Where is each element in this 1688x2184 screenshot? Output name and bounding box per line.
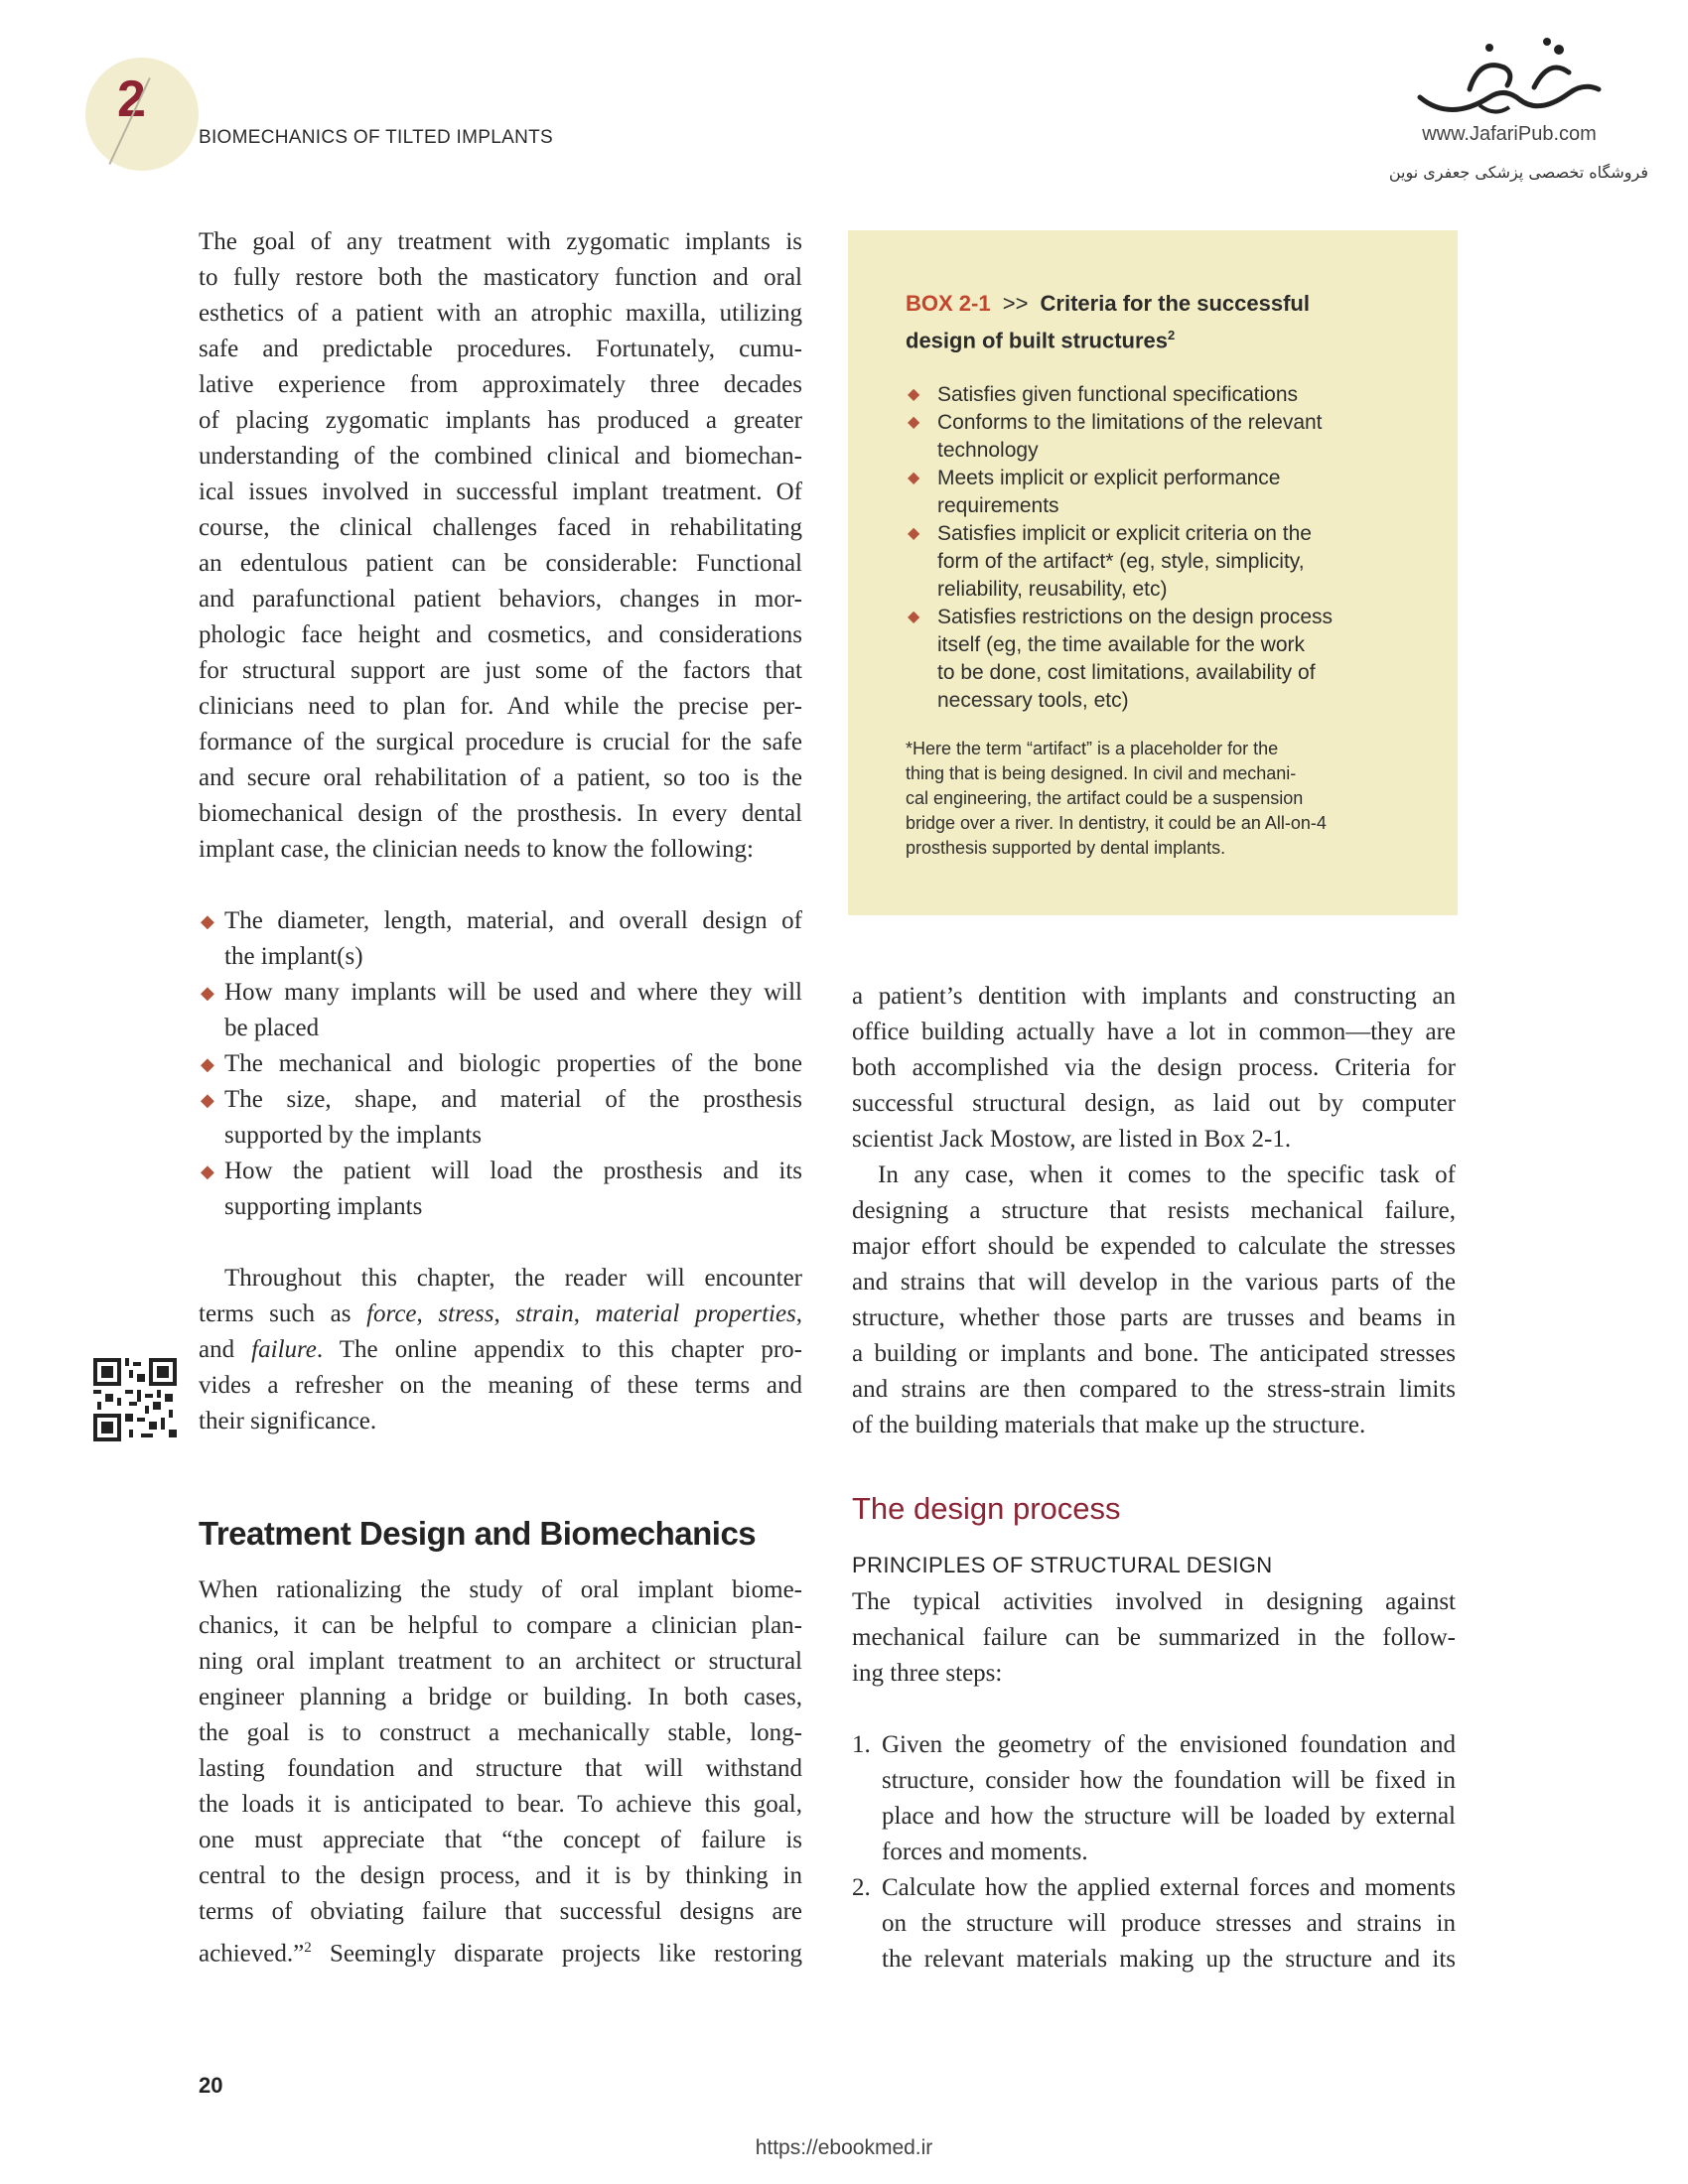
- text-line: both accomplished via the design process. Criteria for: [852, 1054, 1456, 1081]
- footer-url[interactable]: https://ebookmed.ir: [755, 2136, 933, 2159]
- text-line: chanics, it can be helpful to compare a clinician plan-: [199, 1612, 802, 1639]
- intro-paragraph: [199, 224, 802, 868]
- subheading-design-process: The design process: [852, 1491, 1121, 1526]
- list-item: ◆ How many implants will be used and where they will be placed: [199, 975, 802, 1046]
- list-item: 2. Calculate how the applied external forces and moments on the structure will produce stresses and strains in the relevant materials making up the structure and its: [852, 1874, 1456, 1973]
- running-head: BIOMECHANICS OF TILTED IMPLANTS: [199, 127, 553, 148]
- caps-heading: PRINCIPLES OF STRUCTURAL DESIGN: [852, 1553, 1273, 1577]
- bullet-icon: ◆: [201, 911, 214, 931]
- text-line: to fully restore both the masticatory function and oral: [199, 264, 802, 291]
- text-line: course, the clinical challenges faced in rehabilitating: [199, 514, 802, 541]
- chapter-number: 2: [117, 70, 146, 128]
- text-line: understanding of the combined clinical and biomechan-: [199, 443, 802, 470]
- text-line: achieved.”$^2$ Seemingly disparate projects like restoring: [199, 1940, 802, 1968]
- list-item: ◆ How the patient will load the prosthesis and its supporting implants: [199, 1154, 802, 1225]
- text-line: major effort should be expended to calculate the stresses: [852, 1233, 1456, 1260]
- citation: 2: [304, 1940, 312, 1956]
- text-line: a patient’s dentition with implants and constructing an: [852, 983, 1456, 1010]
- text-line: biomechanical design of the prosthesis. In every dental: [199, 800, 802, 827]
- text-line: The goal of any treatment with zygomatic implants is: [199, 228, 802, 255]
- text-line: ning oral implant treatment to an architect or structural: [199, 1648, 802, 1675]
- text-line: of the building materials that make up the structure.: [852, 1412, 1366, 1438]
- text-line: the loads it is anticipated to bear. To achieve this goal,: [199, 1791, 802, 1818]
- text-line: of placing zygomatic implants has produced a greater: [199, 407, 802, 434]
- text-line: office building actually have a lot in common—they are: [852, 1019, 1456, 1045]
- bullet-icon: ◆: [201, 1090, 214, 1110]
- text-line: In any case, when it comes to the specific task of: [878, 1161, 1456, 1188]
- continuation-paragraph: [852, 979, 1456, 1443]
- text-line: structure, whether those parts are trusses and beams in: [852, 1304, 1456, 1331]
- text-line: central to the design process, and it is by thinking in: [199, 1862, 802, 1889]
- bullet-icon: ◆: [908, 470, 920, 486]
- bullet-icon: ◆: [201, 1161, 214, 1181]
- text-line: scientist Jack Mostow, are listed in Box 2-1.: [852, 1126, 1292, 1153]
- bullet-icon: ◆: [201, 983, 214, 1003]
- text-line: designing a structure that resists mechanical failure,: [852, 1197, 1456, 1224]
- list-item: ◆ Satisfies implicit or explicit criteria on the form of the artifact* (eg, style, simplicity, reliability, reusability, etc): [908, 522, 1312, 601]
- text-line: ing three steps:: [852, 1660, 1003, 1687]
- list-item: ◆ Conforms to the limitations of the relevant technology: [908, 411, 1323, 462]
- text-line: clinicians need to plan for. And while the precise per-: [199, 693, 802, 720]
- section-heading: Treatment Design and Biomechanics: [199, 1515, 757, 1552]
- bullet-icon: ◆: [201, 1054, 214, 1074]
- online-appendix-paragraph: Throughout this chapter, the reader will encounter terms such as force, stress, strain, material properties, and failure. The online appendix to this chapter pro- vides a refresher on the meaning of these terms and their significance.: [199, 1265, 803, 1434]
- text-line: terms of obviating failure that successful designs are: [199, 1898, 802, 1925]
- double-arrow-icon: >>: [1002, 291, 1029, 316]
- text-line: and secure oral rehabilitation of a patient, so too is the: [199, 764, 802, 791]
- text-line: implant case, the clinician needs to know the following:: [199, 836, 754, 863]
- qr-code[interactable]: [93, 1358, 177, 1441]
- list-item: ◆ The mechanical and biologic properties of the bone: [199, 1046, 802, 1082]
- text-line: The typical activities involved in designing against: [852, 1588, 1456, 1615]
- box-footnote: *Here the term “artifact” is a placeholder for the thing that is being designed. In civil and mechani- cal engineering, the artifact could be a suspension bridge over a river. In dentistry, it could be an All-on-4 prosthesis supported by dental implants.: [906, 739, 1327, 858]
- bullet-icon: ◆: [908, 525, 920, 542]
- box-title: BOX 2-1 >> Criteria for the successful design of built structures$^2$: [906, 291, 1310, 353]
- box-label: BOX 2-1: [906, 291, 991, 316]
- list-item: 1. Given the geometry of the envisioned foundation and structure, consider how the foundation will be fixed in place and how the structure will be loaded by external forces and moments.: [852, 1731, 1456, 1865]
- bullet-icon: ◆: [908, 609, 920, 625]
- text-line: formance of the surgical procedure is crucial for the safe: [199, 729, 802, 755]
- text-line: safe and predictable procedures. Fortunately, cumu-: [199, 336, 802, 362]
- text-line: engineer planning a bridge or building. In both cases,: [199, 1684, 802, 1710]
- list-item: ◆ Satisfies given functional specifications: [906, 381, 1422, 409]
- box-criteria-list: [906, 381, 1422, 715]
- text-line: and strains are then compared to the stress-strain limits: [852, 1376, 1456, 1403]
- list-item: ◆ Satisfies restrictions on the design process itself (eg, the time available for the work to be done, cost limitations, availability of necessary tools, etc): [908, 606, 1334, 712]
- design-steps-list: [852, 1727, 1456, 1978]
- treatment-design-paragraph: [199, 1572, 802, 1972]
- text-line: and strains that will develop in the various parts of the: [852, 1269, 1456, 1296]
- text-line: mechanical failure can be summarized in the follow-: [852, 1624, 1456, 1651]
- text-line: the goal is to construct a mechanically stable, long-: [199, 1719, 802, 1746]
- text-line: and parafunctional patient behaviors, changes in mor-: [199, 586, 802, 613]
- text-line: When rationalizing the study of oral implant biome-: [199, 1576, 802, 1603]
- list-item: ◆ The diameter, length, material, and overall design of the implant(s): [199, 903, 802, 975]
- bullet-icon: ◆: [908, 414, 920, 431]
- requirements-list: [199, 903, 802, 1225]
- bullet-icon: ◆: [908, 386, 920, 403]
- logo-url: www.JafariPub.com: [1422, 123, 1597, 145]
- list-item: ◆ The size, shape, and material of the prosthesis supported by the implants: [199, 1082, 802, 1154]
- logo-tagline: فروشگاه تخصصی پزشکی جعفری نوین: [1388, 163, 1648, 182]
- text-line: esthetics of a patient with an atrophic maxilla, utilizing: [199, 300, 802, 327]
- text-line: successful structural design, as laid out by computer: [852, 1090, 1456, 1117]
- text-line: an edentulous patient can be considerable: Functional: [199, 550, 802, 577]
- text-line: for structural support are just some of the factors that: [199, 657, 802, 684]
- text-line: a building or implants and bone. The anticipated stresses: [852, 1340, 1456, 1367]
- text-line: phologic face height and cosmetics, and considerations: [199, 621, 802, 648]
- publisher-logo: [1410, 28, 1609, 127]
- text-line: lasting foundation and structure that will withstand: [199, 1755, 802, 1782]
- design-activities-paragraph: [852, 1584, 1456, 1692]
- text-line: lative experience from approximately three decades: [199, 371, 802, 398]
- text-line: ical issues involved in successful implant treatment. Of: [199, 478, 802, 505]
- page-number: 20: [199, 2073, 223, 2098]
- list-item: ◆ Meets implicit or explicit performance requirements: [908, 467, 1281, 517]
- text-line: one must appreciate that “the concept of failure is: [199, 1827, 802, 1853]
